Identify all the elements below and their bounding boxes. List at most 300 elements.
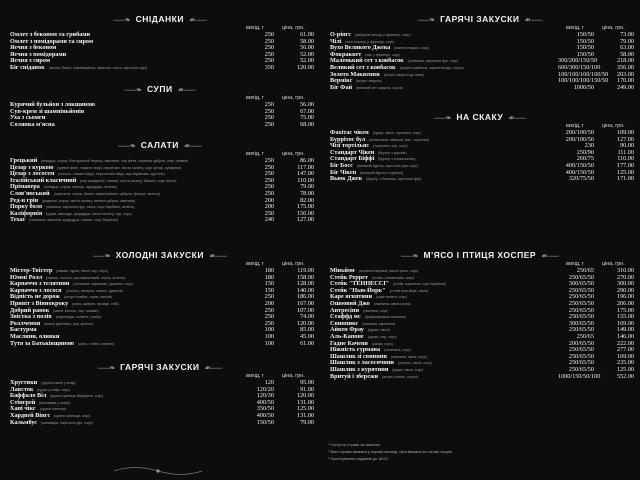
- item-description: (яловичина, квасоля, рис, тортилья): [369, 137, 430, 142]
- item-name: О-рінгс: [330, 31, 352, 38]
- item-name: Стейк "ТЕННЕССІ": [330, 280, 390, 288]
- item-name: Міньйон: [330, 267, 355, 274]
- item-price: 117.00: [297, 163, 314, 171]
- item-weight: 250/90: [576, 148, 594, 156]
- item-description: (свинина, соус): [363, 308, 389, 313]
- item-weight: 400/150/50: [565, 161, 594, 169]
- item-description: (маринади, соління, гриби): [56, 315, 101, 320]
- item-name: Містер-Твістер: [10, 267, 53, 274]
- item-price: 175.00: [296, 203, 314, 211]
- item-price: 203.00: [616, 70, 634, 78]
- item-weight: 250/65/50: [568, 313, 594, 321]
- item-name: Вритуй і збережи: [330, 372, 379, 380]
- item-weight: 250/65/50: [568, 286, 594, 294]
- weight-header: вихід, г: [566, 25, 584, 31]
- item-price: 170.00: [616, 77, 634, 85]
- price-header: ціна, грн.: [602, 123, 625, 129]
- item-name: Гадне Каченя: [330, 339, 368, 347]
- item-weight: 100: [264, 332, 274, 340]
- weight-header: вихід, г: [246, 25, 264, 31]
- item-description: (свинячі вушка, соус): [394, 46, 430, 51]
- item-price: 155.00: [616, 313, 634, 321]
- item-weight: 150/50: [576, 31, 594, 38]
- item-name: Стейк Реррет: [330, 273, 368, 281]
- item-weight: 300/65/50: [568, 319, 594, 327]
- item-price: 120.00: [296, 319, 314, 327]
- section-title-row: [2, 362, 318, 373]
- item-price: 61.00: [300, 339, 314, 347]
- item-weight: 200/65/50: [568, 339, 594, 347]
- item-description: (курка, авокадо, кукурудза, листя салату, сир, соус): [46, 211, 132, 216]
- item-weight: 200/100/50: [565, 135, 594, 143]
- item-weight: 150: [264, 286, 274, 294]
- item-price: 290.00: [616, 286, 634, 294]
- section-title: ГАРЯЧІ ЗАКУСКИ: [120, 362, 200, 372]
- item-price: 68.00: [300, 120, 314, 128]
- item-weight: 350/50: [256, 405, 274, 413]
- weight-header: вихід, г: [246, 95, 264, 101]
- item-name: Юммі Ролл: [10, 273, 43, 281]
- item-description: (бургер з яловичиною): [378, 157, 416, 162]
- ornament-left: ⸺❧: [124, 87, 143, 94]
- weight-header: вихід, г: [566, 261, 584, 267]
- item-price: 127.00: [296, 216, 314, 224]
- item-price: 552.00: [616, 372, 634, 380]
- menu-section: [2, 250, 318, 347]
- item-weight: 250: [264, 189, 274, 197]
- item-weight: 150/50: [256, 418, 274, 426]
- section-title: ХОЛОДНІ ЗАКУСКИ: [115, 250, 204, 260]
- item-name: Вухо Великого Джека: [330, 44, 391, 52]
- item-weight: 230: [584, 142, 594, 150]
- item-weight: 260/75: [576, 155, 594, 163]
- item-description: (асорті м'ясне, соуси): [382, 374, 418, 379]
- item-description: (кальмари у клярі): [39, 400, 70, 405]
- item-name: Золото Маквенни: [330, 70, 380, 78]
- item-description: (курка, овочі): [368, 328, 390, 333]
- item-description: (каре ягняти, соус): [376, 295, 408, 300]
- ornament-right: ☙⸺: [204, 365, 223, 372]
- item-name: Каре ягнятини: [330, 293, 373, 301]
- item-weight: 250/65: [576, 267, 594, 274]
- price-header: ціна, грн.: [602, 25, 625, 31]
- item-weight: 250: [264, 120, 274, 128]
- item-name: Цезар з лососем: [10, 170, 55, 178]
- item-price: 63.00: [620, 44, 634, 52]
- item-name: Фокраккет: [330, 50, 362, 58]
- item-name: Стандарт Чікен: [330, 148, 375, 156]
- item-price: 206.00: [616, 299, 634, 307]
- item-name: Біг Чікен: [330, 168, 357, 176]
- item-description: (помідор, огірок, перець, кукурудза, зелень): [44, 185, 117, 190]
- item-weight: 250: [264, 313, 274, 321]
- menu-item: [2, 65, 318, 72]
- item-weight: 400/50: [256, 398, 274, 406]
- price-header: ціна, грн.: [282, 151, 305, 157]
- ornament-right: ☙⸺: [541, 253, 560, 260]
- item-name: Маслини, оливки: [10, 332, 60, 340]
- item-name: Хапі чікс: [10, 405, 36, 413]
- ornament-left: ⸺❧: [417, 17, 436, 24]
- item-price: 146.00: [616, 332, 634, 340]
- item-name: Хрустики: [10, 379, 38, 386]
- menu-item: [2, 122, 318, 129]
- item-name: Чізі тортільяс: [330, 142, 370, 150]
- item-weight: 150/50: [576, 50, 594, 58]
- item-price: 249.00: [616, 83, 634, 91]
- item-price: 45.00: [300, 332, 314, 340]
- item-weight: 250: [264, 157, 274, 164]
- item-description: (яєчня, бекон, шампіньйони, квасоля, тости, картопля фрі): [49, 65, 147, 70]
- item-name: Аль-Капоне: [330, 332, 364, 340]
- item-description: (картопля, огірок, бекон, шампіньйони, цибуля, гірчиця, зелень): [54, 191, 160, 196]
- item-price: 75.00: [300, 114, 314, 122]
- item-name: Італійський класичний: [10, 176, 77, 184]
- item-description: (качка, соус): [372, 341, 393, 346]
- menu-item: [2, 341, 318, 348]
- item-weight: 600/300/150/100: [558, 63, 601, 71]
- item-description: (телятина, пармезан, руккола, соус): [73, 282, 133, 287]
- item-weight: 250: [264, 306, 274, 314]
- weight-header: вихід, г: [246, 261, 264, 267]
- item-description: (лосось, овочі, соус): [398, 361, 432, 366]
- item-weight: 250: [264, 183, 274, 191]
- item-weight: 250: [264, 57, 274, 65]
- item-description: (лаваш, лосось, сир вершковий, огірок, зелень): [46, 275, 126, 280]
- item-weight: 100/100/100/100/50: [558, 70, 609, 78]
- item-name: Ніжність гурмана: [330, 346, 381, 354]
- item-name: Шашлик зі свинини: [330, 352, 387, 360]
- item-price: 79.00: [300, 183, 314, 191]
- item-description: (сир у фритюрі, соус): [365, 52, 401, 57]
- item-weight: 250: [264, 176, 274, 184]
- item-price: 169.00: [616, 352, 634, 360]
- item-weight: 120: [264, 379, 274, 386]
- item-name: Прімавера: [10, 183, 40, 191]
- item-price: 235.00: [616, 359, 634, 367]
- item-price: 125.00: [296, 405, 314, 413]
- ornament-right: ☙⸺: [188, 17, 208, 24]
- item-weight: 100: [264, 326, 274, 334]
- item-weight: 1000/50: [573, 83, 594, 91]
- menu-item: [322, 85, 638, 92]
- item-price: 356.00: [616, 63, 634, 71]
- item-description: (лаваш, курка, овочі, сир, соус): [56, 269, 108, 273]
- item-description: (стейк, картопля, соус барбекю): [393, 282, 447, 287]
- item-price: 300.00: [616, 280, 634, 288]
- item-description: (стейк нью-йорк, овочі): [390, 288, 429, 293]
- weight-header: вихід, г: [246, 373, 264, 379]
- item-weight: 250: [264, 50, 274, 58]
- section-title-row: [2, 84, 318, 95]
- item-price: 169.00: [616, 319, 634, 327]
- item-name: Тутя за Батьківщиною: [10, 339, 75, 347]
- item-price: 158.00: [296, 273, 314, 281]
- item-price: 125.00: [616, 168, 634, 176]
- menu-items: [2, 102, 318, 128]
- item-name: Хардвей Вінгс: [10, 411, 51, 419]
- item-price: 110.00: [297, 176, 314, 184]
- item-description: (курячі крильця, соус): [54, 413, 91, 418]
- item-description: (м'ясні рулетики, сир, зелень): [44, 321, 94, 326]
- item-description: (тортилья, сир, соус): [373, 144, 408, 149]
- item-description: (великий сет закусок, соуси): [356, 85, 403, 90]
- item-description: (курячі нагетси): [40, 407, 66, 412]
- item-price: 131.00: [296, 411, 314, 419]
- item-price: 125.00: [616, 365, 634, 373]
- item-description: (редиска, огірок, листя салату, зелена цибуля, сметана): [42, 198, 136, 203]
- menu-section: [322, 14, 638, 91]
- menu-section: [2, 14, 318, 72]
- section-title-row: [322, 14, 638, 25]
- menu-items: [2, 158, 318, 224]
- item-weight: 150/50: [576, 37, 594, 45]
- item-name: Свинникс: [330, 319, 359, 327]
- item-price: 171.00: [616, 175, 634, 183]
- item-weight: 250: [264, 31, 274, 38]
- item-description: (хрусткі овочі у клярі): [41, 381, 77, 385]
- item-name: Великий сет з ковбасок: [330, 63, 396, 71]
- item-name: Уха з сьомги: [10, 114, 46, 122]
- item-description: (сало, цибуля, гірчиця, хліб): [72, 301, 119, 306]
- item-name: Баффало Віл: [10, 392, 47, 400]
- item-description: (сало, хлібні, соління): [78, 341, 115, 346]
- ornament-left: ⸺❧: [112, 17, 131, 24]
- item-weight: 250: [264, 114, 274, 122]
- item-price: 111.00: [617, 148, 634, 156]
- item-weight: 250: [264, 44, 274, 52]
- item-weight: 200: [264, 196, 274, 204]
- item-weight: 400/150/50: [565, 168, 594, 176]
- item-name: Слов'янський: [10, 189, 50, 197]
- item-description: (овочі, зелень, сир, оливки): [53, 308, 99, 313]
- ornament-right: ☙⸺: [508, 115, 527, 122]
- item-price: 310.00: [616, 267, 634, 274]
- menu-items: [2, 380, 318, 426]
- item-weight: 1000/150/50/100: [558, 372, 601, 380]
- item-price: 52.00: [300, 50, 314, 58]
- item-name: Цезар з куркою: [10, 163, 54, 171]
- item-price: 86.00: [300, 157, 314, 164]
- price-header: ціна, грн.: [282, 261, 305, 267]
- item-weight: 250/65/50: [568, 359, 594, 367]
- item-price: 78.00: [300, 189, 314, 197]
- item-name: Привіт з Віннокроку: [10, 299, 69, 307]
- item-weight: 250: [264, 293, 274, 301]
- item-description: (ковбаски, картопля фрі, соус): [408, 59, 459, 64]
- item-name: Суп-крем зі шампіньйонів: [10, 107, 85, 115]
- item-description: (асорті ковбас, сирів, овочів): [64, 295, 112, 300]
- item-weight: 120/20: [256, 385, 274, 393]
- item-name: Карпаччо з телятини: [10, 280, 70, 288]
- item-price: 128.00: [296, 280, 314, 288]
- item-weight: 200/100/50: [565, 129, 594, 136]
- menu-section: [2, 84, 318, 128]
- item-name: Омлет з беконом та грибами: [10, 31, 91, 38]
- item-price: 167.00: [296, 299, 314, 307]
- item-weight: 250/65/50: [568, 326, 594, 334]
- item-price: 79.00: [300, 418, 314, 426]
- item-price: 107.00: [296, 306, 314, 314]
- item-description: (чилі-перець у фритюрі, соус): [345, 39, 395, 44]
- item-name: Роллчевни: [10, 319, 41, 327]
- ornament-right: ☙⸺: [177, 87, 196, 94]
- item-weight: 100: [264, 339, 274, 347]
- item-name: Курячий бульйон з локшиною: [10, 101, 96, 108]
- item-weight: 250/65/50: [568, 346, 594, 354]
- item-name: Відпість не дорож: [10, 293, 60, 301]
- item-description: (сир моцарела, томати, листя салату, базилік, соус песто): [80, 178, 177, 183]
- item-price: 175.00: [616, 306, 634, 314]
- item-weight: 150: [264, 280, 274, 288]
- item-weight: 100/100/100/150/50: [558, 77, 609, 85]
- menu-section: [2, 362, 318, 426]
- item-price: 85.00: [300, 326, 314, 334]
- item-price: 270.00: [616, 273, 634, 281]
- item-description: (бургер з беконом, картопля фрі): [366, 177, 421, 182]
- item-name: Солянка м'ясна: [10, 120, 55, 128]
- item-weight: 250: [264, 170, 274, 178]
- item-name: Зністкa з полів: [10, 313, 52, 321]
- ornament-right: ☙⸺: [208, 253, 228, 260]
- item-weight: 250/65: [576, 332, 594, 340]
- item-weight: 250: [264, 163, 274, 171]
- item-name: Біг сніданок: [10, 63, 45, 71]
- item-name: Чілі: [330, 37, 342, 45]
- item-name: Вермікс: [330, 77, 353, 85]
- item-name: Стейк "Нью-Йорк": [330, 286, 386, 294]
- item-price: 177.00: [616, 161, 634, 169]
- item-name: Айвен Фрау: [330, 326, 364, 334]
- item-description: (бургер з куркою): [378, 150, 407, 155]
- menu-section: [322, 250, 638, 380]
- footnote: * Приготування сніданків до 16:00.: [328, 457, 389, 461]
- item-name: Біг Босс: [330, 161, 353, 169]
- item-price: 140.00: [296, 286, 314, 294]
- item-name: Порку боло: [10, 203, 43, 211]
- section-title: ГАРЯЧІ ЗАКУСКИ: [440, 14, 520, 24]
- item-weight: 250/65/50: [568, 352, 594, 360]
- item-price: 147.00: [296, 170, 314, 178]
- item-name: Шашлик з курятини: [330, 365, 389, 373]
- item-description: (великий бургер з куркою): [360, 170, 404, 175]
- item-price: 73.00: [620, 31, 634, 38]
- item-description: (свинина, овочі, соус): [391, 354, 427, 359]
- item-description: (стейк з яловичини, соус): [372, 275, 415, 280]
- price-header: ціна, грн.: [602, 261, 625, 267]
- item-name: Каліфорнія: [10, 209, 43, 217]
- item-weight: 250/65/50: [568, 299, 594, 307]
- menu-item: [2, 420, 318, 427]
- item-description: (куряче філе, томати черрі, пармезан, листя салату, соус цезар, сухарики): [57, 165, 181, 170]
- section-title-row: [322, 250, 638, 261]
- item-name: Шашлик з ласосячини: [330, 359, 394, 367]
- item-description: (цибулеві кільця у фритюрі, соус): [355, 33, 411, 37]
- ornament-left: ⸺❧: [97, 365, 116, 372]
- item-weight: 250: [264, 37, 274, 45]
- menu-items: [322, 268, 638, 380]
- item-description: (курка, овочі, соус): [392, 367, 424, 372]
- item-price: 82.00: [300, 196, 314, 204]
- item-name: Яєчня з помідорами: [10, 50, 67, 58]
- menu-items: [2, 32, 318, 72]
- item-weight: 180: [264, 267, 274, 274]
- item-price: 56.00: [300, 44, 314, 52]
- item-price: 119.00: [297, 267, 314, 274]
- item-price: 218.00: [616, 57, 634, 65]
- item-price: 67.00: [300, 107, 314, 115]
- item-price: 52.00: [300, 57, 314, 65]
- item-price: 149.00: [616, 326, 634, 334]
- ornament-left: ⸺❧: [118, 143, 136, 150]
- item-weight: 200: [264, 203, 274, 211]
- menu-item: [322, 374, 638, 381]
- item-price: 196.00: [616, 293, 634, 301]
- item-description: (лосось, томати черрі, перепелині яйця, сир пармезан, крутони): [58, 172, 165, 177]
- item-weight: 240: [264, 216, 274, 224]
- section-title: М'ЯСО І ПТИЦЯ ХОСПЕР: [423, 250, 537, 260]
- item-price: 58.00: [300, 37, 314, 45]
- item-description: (помідор, огірок, болгарський перець, маслини, сир фета, червона цибуля, олія, оливки): [41, 159, 189, 163]
- menu-section: [322, 112, 638, 183]
- item-name: Біг Фай: [330, 83, 353, 91]
- price-header: ціна, грн.: [282, 95, 305, 101]
- item-description: (телятина, квасоля, кукурудза, томати, соус барбекю): [29, 218, 119, 223]
- item-name: Антресіни: [330, 306, 360, 314]
- item-description: (свинина, овочі гриль): [374, 301, 411, 306]
- item-name: Яєчня з беконом: [10, 44, 57, 52]
- item-price: 58.00: [620, 50, 634, 58]
- item-description: (яловича вирізка, овочі гриль, соус): [359, 269, 419, 273]
- ornament-left: ⸺❧: [400, 253, 419, 260]
- section-title-row: [2, 250, 318, 261]
- item-weight: 120/30: [256, 392, 274, 400]
- item-name: Стаффд мс: [330, 313, 361, 321]
- item-price: 277.00: [616, 346, 634, 354]
- item-weight: 300/200/150/50: [558, 57, 598, 65]
- item-weight: 150/50: [576, 44, 594, 52]
- item-description: (свинина, картопля): [362, 321, 396, 326]
- item-price: 79.00: [620, 37, 634, 45]
- weight-header: вихід, г: [566, 123, 584, 129]
- price-header: ціна, грн.: [282, 373, 305, 379]
- item-description: (телятина, соус): [384, 348, 411, 353]
- item-description: (асорті закусок до пива): [384, 72, 424, 77]
- item-weight: 200: [264, 299, 274, 307]
- section-title-row: [2, 140, 318, 151]
- item-price: 120.00: [296, 63, 314, 71]
- item-weight: 300/65/50: [568, 280, 594, 288]
- item-weight: 250: [264, 101, 274, 108]
- item-name: Вьюк Джек: [330, 175, 363, 183]
- item-description: (асорті закусок): [356, 79, 383, 84]
- section-title: СУПИ: [147, 84, 173, 94]
- item-weight: 320/75/50: [568, 175, 594, 183]
- ornament-right: ☙⸺: [183, 143, 202, 150]
- weight-header: вихід, г: [246, 151, 264, 157]
- menu-section: [2, 140, 318, 224]
- section-title-row: [322, 112, 638, 123]
- item-price: 156.00: [296, 209, 314, 217]
- price-header: ціна, грн.: [282, 25, 305, 31]
- item-price: 95.00: [300, 379, 314, 386]
- item-name: Буррітос бул: [330, 135, 366, 143]
- ornament-left: ⸺❧: [433, 115, 452, 122]
- menu-items: [322, 32, 638, 91]
- item-name: Стандарт Біффі: [330, 155, 375, 163]
- item-weight: 250/65/50: [568, 293, 594, 301]
- item-name: Яєчня з сиром: [10, 57, 51, 65]
